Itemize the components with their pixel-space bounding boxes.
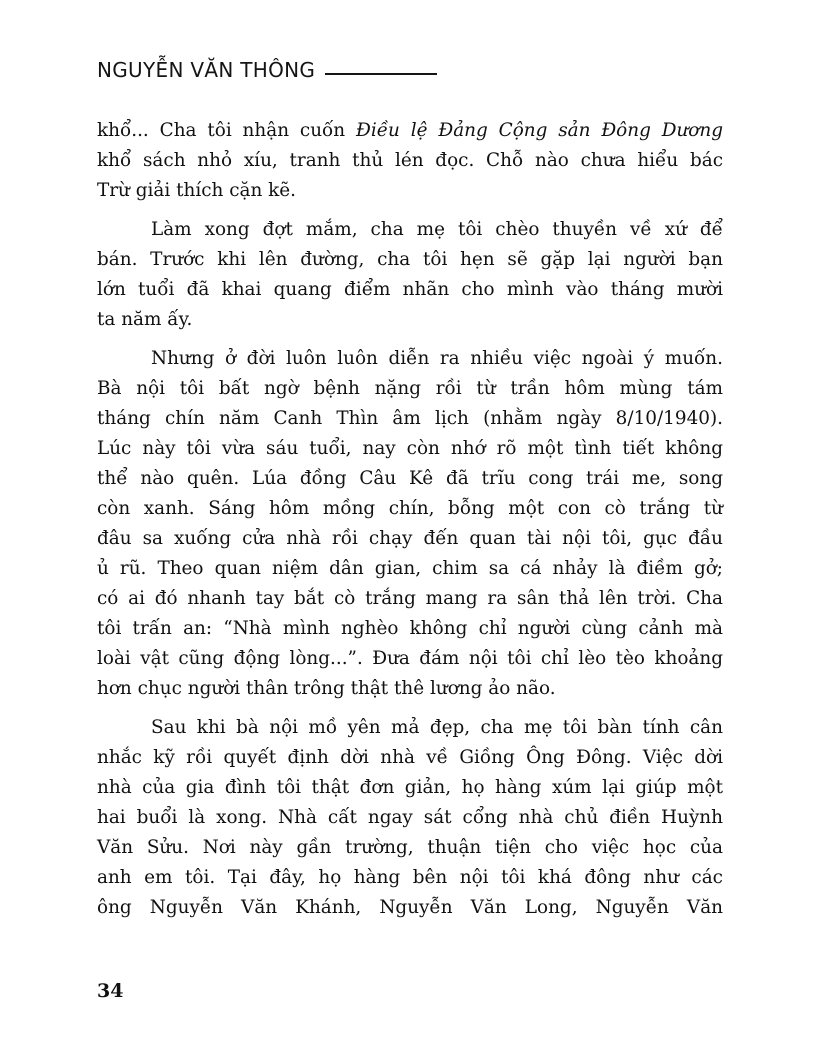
text-line: tôi trấn an: “Nhà mình nghèo không chỉ người cùng cảnh mà	[97, 618, 723, 639]
text-line: Làm xong đợt mắm, cha mẹ tôi chèo thuyền về xứ để	[151, 219, 723, 240]
text-line: bán. Trước khi lên đường, cha tôi hẹn sẽ gặp lại người bạn	[97, 249, 723, 270]
page-number: 34	[97, 980, 124, 1002]
text-line: thể nào quên. Lúa đồng Câu Kê đã trĩu cong trái me, song	[97, 468, 723, 489]
book-title-italic: Điều lệ Đảng Cộng sản Đông Dương	[356, 120, 723, 141]
text-line: Văn Sửu. Nơi này gần trường, thuận tiện cho việc học của	[97, 837, 723, 858]
text-line	[97, 116, 723, 146]
text-line: khổ sách nhỏ xíu, tranh thủ lén đọc. Chỗ nào chưa hiểu bác	[97, 150, 723, 171]
paragraph	[97, 344, 723, 704]
text-line: lớn tuổi đã khai quang điểm nhãn cho mình vào tháng mười	[97, 279, 723, 300]
paragraph	[97, 713, 723, 923]
text-line: có ai đó nhanh tay bắt cò trắng mang ra sân thả lên trời. Cha	[97, 588, 723, 609]
text-line: hơn chục người thân trông thật thê lương ảo não.	[97, 678, 556, 699]
text-line: ta năm ấy.	[97, 309, 193, 330]
text-line: nhắc kỹ rồi quyết định dời nhà về Giồng Ông Đông. Việc dời	[97, 747, 723, 768]
body-text	[97, 116, 723, 932]
text-line: hai buổi là xong. Nhà cất ngay sát cổng nhà chủ điền Huỳnh	[97, 807, 723, 828]
running-head-rule	[325, 73, 437, 75]
text-line: Nhưng ở đời luôn luôn diễn ra nhiều việc ngoài ý muốn.	[151, 348, 723, 369]
text-line: Trừ giải thích cặn kẽ.	[97, 180, 297, 201]
paragraph	[97, 215, 723, 335]
text-line: nhà của gia đình tôi thật đơn giản, họ hàng xúm lại giúp một	[97, 777, 723, 798]
text-run: khổ... Cha tôi nhận cuốn	[97, 120, 356, 141]
text-line: Lúc này tôi vừa sáu tuổi, nay còn nhớ rõ một tình tiết không	[97, 438, 723, 459]
text-line: ủ rũ. Theo quan niệm dân gian, chim sa cá nhảy là điềm gở;	[97, 558, 723, 579]
text-line: tháng chín năm Canh Thìn âm lịch (nhằm ngày 8/10/1940).	[97, 408, 723, 429]
text-line: còn xanh. Sáng hôm mồng chín, bỗng một con cò trắng từ	[97, 498, 723, 519]
paragraph	[97, 116, 723, 206]
running-head-title: NGUYỄN VĂN THÔNG	[97, 58, 316, 82]
text-line: Sau khi bà nội mồ yên mả đẹp, cha mẹ tôi bàn tính cân	[151, 717, 723, 738]
text-line: ông Nguyễn Văn Khánh, Nguyễn Văn Long, Nguyễn Văn	[97, 897, 723, 918]
text-line: đâu sa xuống cửa nhà rồi chạy đến quan tài nội tôi, gục đầu	[97, 528, 723, 549]
text-line: anh em tôi. Tại đây, họ hàng bên nội tôi khá đông như các	[97, 867, 723, 888]
text-line: Bà nội tôi bất ngờ bệnh nặng rồi từ trần hôm mùng tám	[97, 378, 723, 399]
text-line: loài vật cũng động lòng...”. Đưa đám nội tôi chỉ lèo tèo khoảng	[97, 648, 723, 669]
running-head	[97, 58, 437, 82]
